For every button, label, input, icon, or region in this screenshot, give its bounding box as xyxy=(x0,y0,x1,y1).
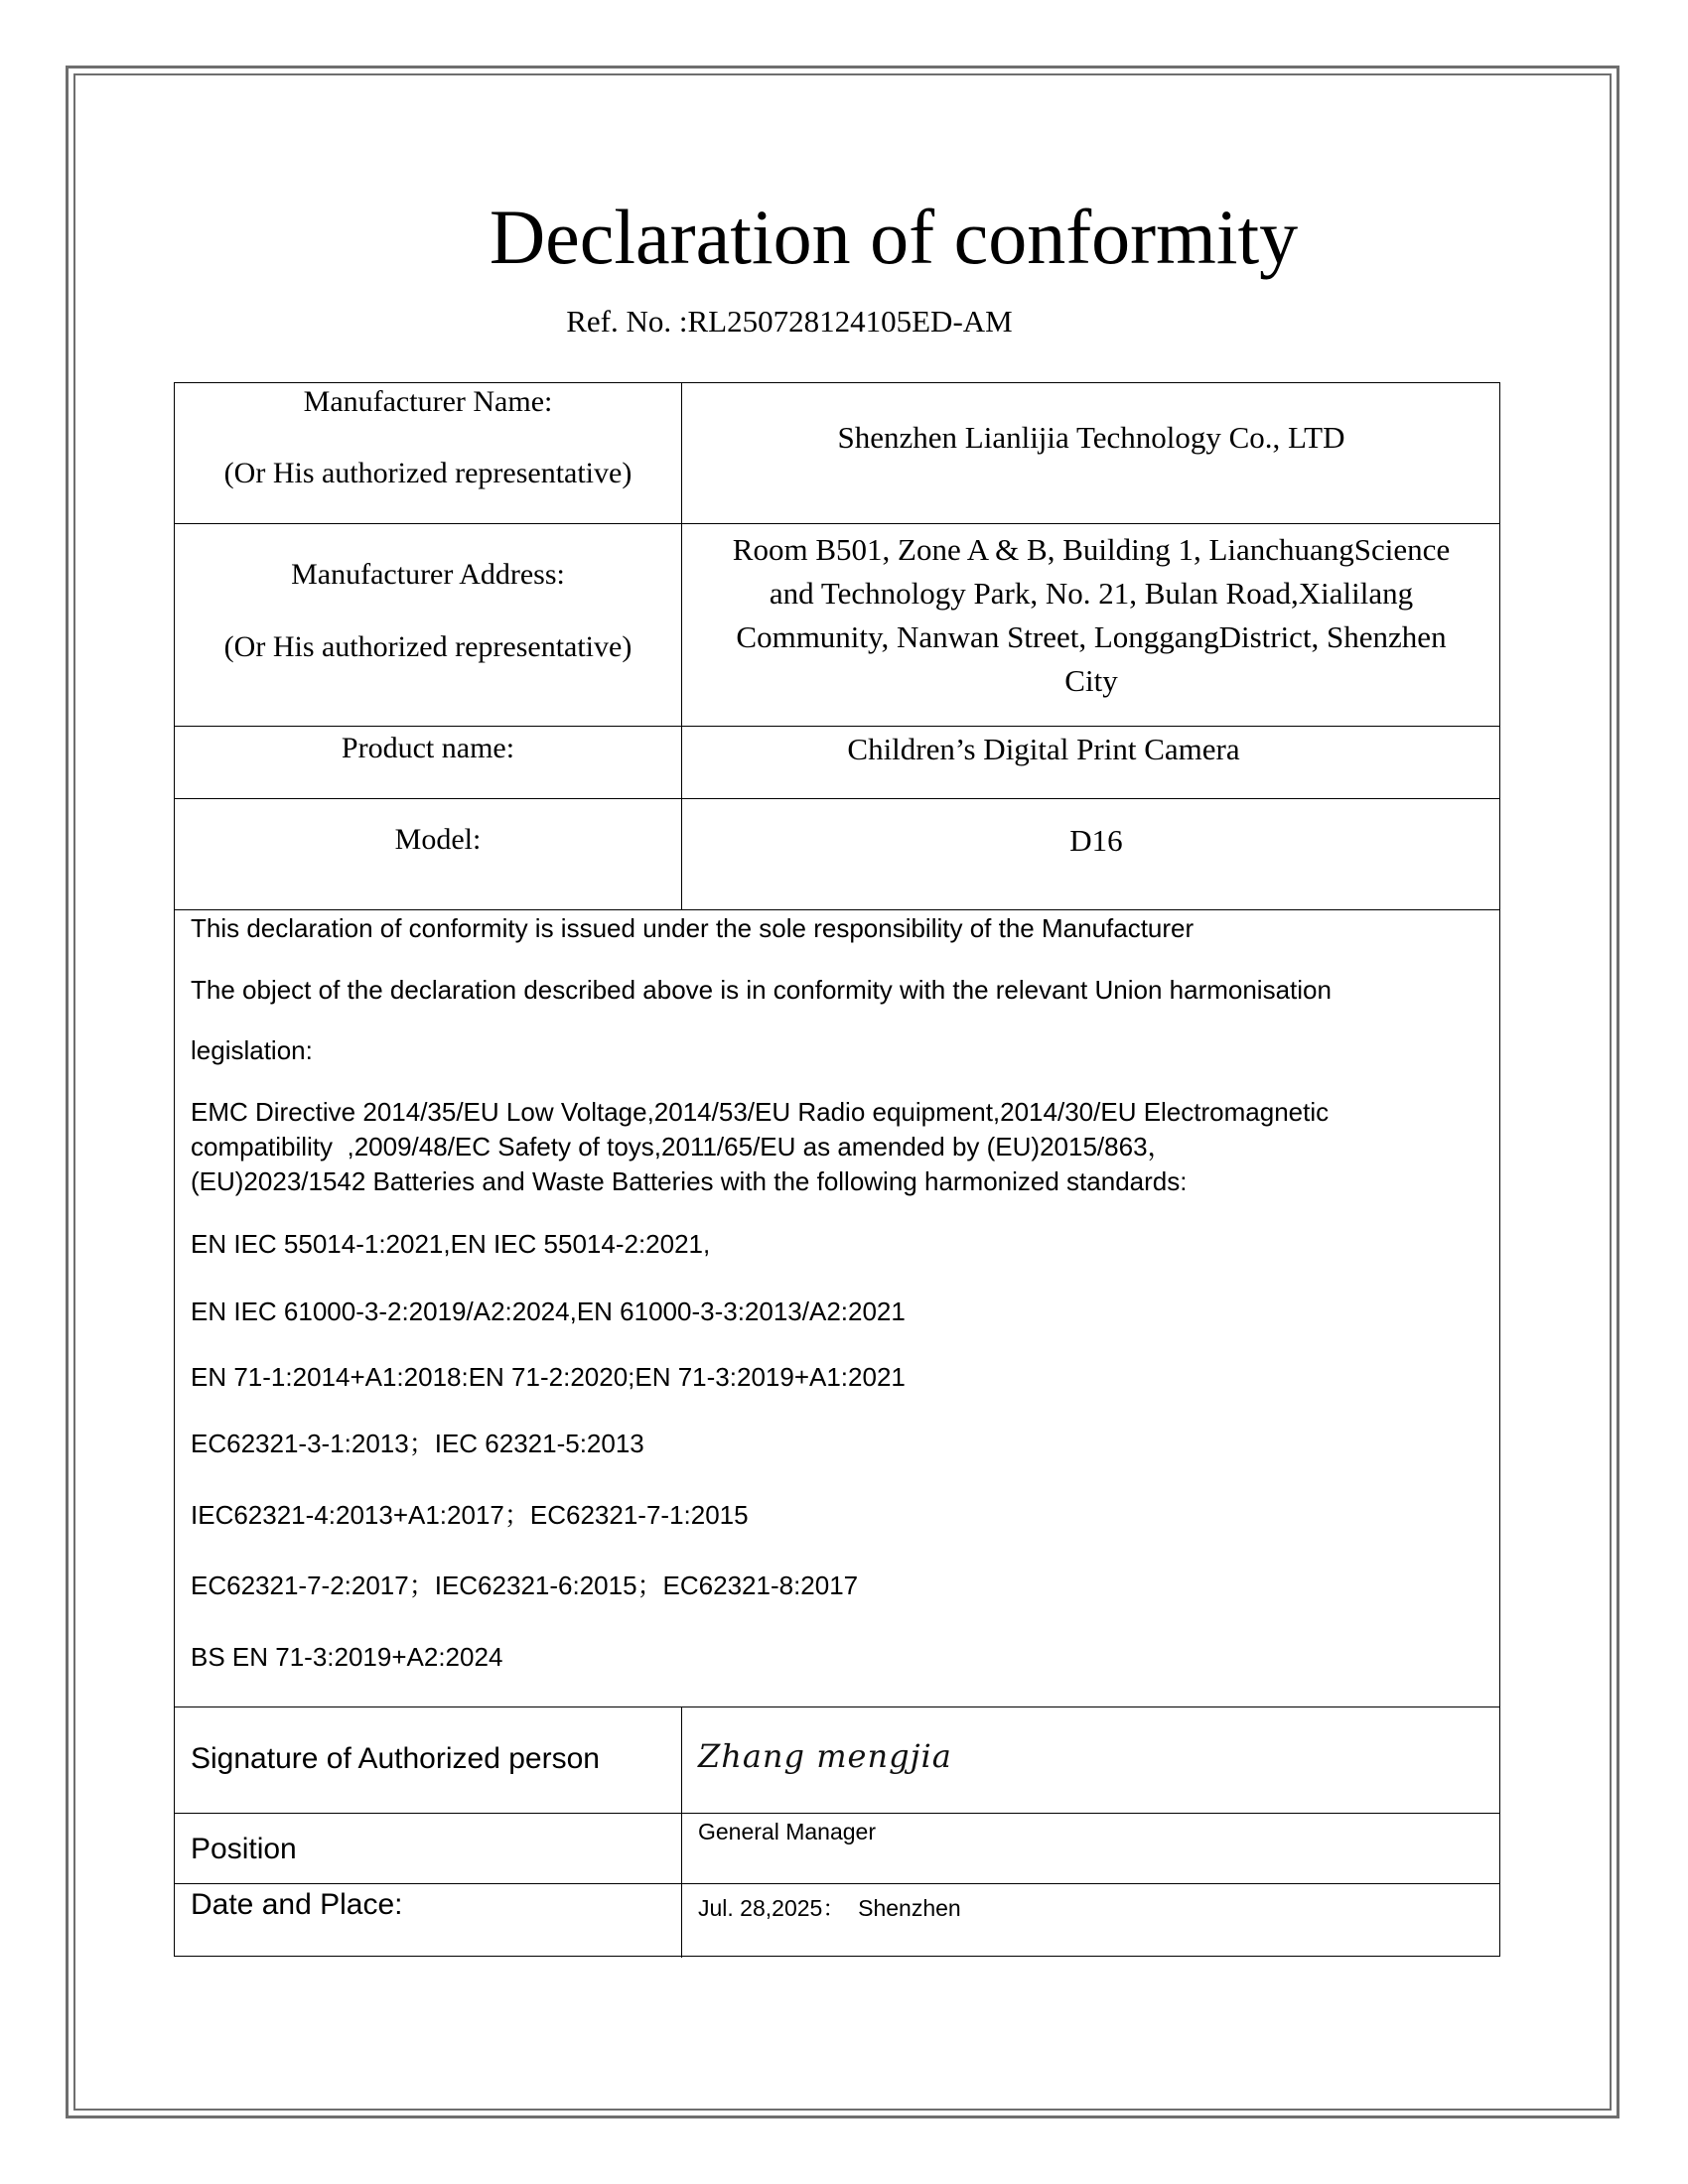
reference-number: Ref. No. :RL250728124105ED-AM xyxy=(566,304,1013,339)
row-divider xyxy=(175,909,1499,910)
address-line: Community, Nanwan Street, LonggangDistrict, Shenzhen xyxy=(736,619,1447,654)
signature-label: Signature of Authorized person xyxy=(191,1742,600,1775)
standard-line: EN IEC 55014-1:2021,EN IEC 55014-2:2021, xyxy=(191,1229,711,1259)
row-divider xyxy=(175,1706,1499,1707)
model-value: D16 xyxy=(1069,823,1123,858)
standard-line: EN 71-1:2014+A1:2018:EN 71-2:2020;EN 71-3:2019+A1:2021 xyxy=(191,1362,906,1392)
row-divider xyxy=(175,1883,1499,1884)
manufacturer-name-value: Shenzhen Lianlijia Technology Co., LTD xyxy=(837,420,1345,455)
product-name-label: Product name: xyxy=(341,732,515,764)
date-place-value: Jul. 28,2025： Shenzhen xyxy=(698,1895,961,1921)
standard-line: BS EN 71-3:2019+A2:2024 xyxy=(191,1642,503,1672)
declaration-responsibility: This declaration of conformity is issued under the sole responsibility of the Manufacturer xyxy=(191,913,1195,943)
standard-line: EC62321-3-1:2013；IEC 62321-5:2013 xyxy=(191,1429,644,1458)
manufacturer-address-sublabel: (Or His authorized representative) xyxy=(223,630,633,663)
address-line: City xyxy=(1064,663,1118,698)
standard-line: EN IEC 61000-3-2:2019/A2:2024,EN 61000-3-3:2013/A2:2021 xyxy=(191,1297,906,1326)
product-name-value: Children’s Digital Print Camera xyxy=(847,732,1240,766)
declaration-table xyxy=(174,382,1500,1957)
manufacturer-address-label: Manufacturer Address: xyxy=(291,558,565,591)
manufacturer-name-label: Manufacturer Name: xyxy=(303,385,553,418)
directive-line: compatibility ,2009/48/EC Safety of toys,2011/65/EU as amended by (EU)2015/863， xyxy=(191,1132,1174,1161)
standard-line: EC62321-7-2:2017；IEC62321-6:2015；EC62321-8:2017 xyxy=(191,1570,859,1600)
address-line: Room B501, Zone A & B, Building 1, LianchuangScience xyxy=(732,532,1451,567)
directives-paragraph xyxy=(191,1095,1501,1199)
row-divider xyxy=(175,726,1499,727)
directive-line: EMC Directive 2014/35/EU Low Voltage,2014/53/EU Radio equipment,2014/30/EU Electromagnetic xyxy=(191,1097,1330,1127)
model-label: Model: xyxy=(394,823,482,856)
row-divider xyxy=(175,798,1499,799)
declaration-conformity: The object of the declaration described above is in conformity with the relevant Union harmonisation xyxy=(191,975,1332,1005)
standard-line: IEC62321-4:2013+A1:2017；EC62321-7-1:2015 xyxy=(191,1500,749,1530)
handwritten-signature: Zhang mengjia xyxy=(698,1737,952,1775)
document-title: Declaration of conformity xyxy=(489,194,1299,280)
column-divider xyxy=(681,1706,682,1958)
row-divider xyxy=(175,1813,1499,1814)
row-divider xyxy=(175,523,1499,524)
directive-line: (EU)2023/1542 Batteries and Waste Batteries with the following harmonized standards: xyxy=(191,1166,1188,1196)
date-place-label: Date and Place: xyxy=(191,1888,403,1921)
declaration-legislation: legislation: xyxy=(191,1035,313,1065)
manufacturer-address-value xyxy=(681,528,1501,703)
position-value: General Manager xyxy=(698,1819,876,1844)
position-label: Position xyxy=(191,1833,297,1865)
address-line: and Technology Park, No. 21, Bulan Road,Xialilang xyxy=(769,576,1414,611)
manufacturer-name-sublabel: (Or His authorized representative) xyxy=(223,457,633,489)
